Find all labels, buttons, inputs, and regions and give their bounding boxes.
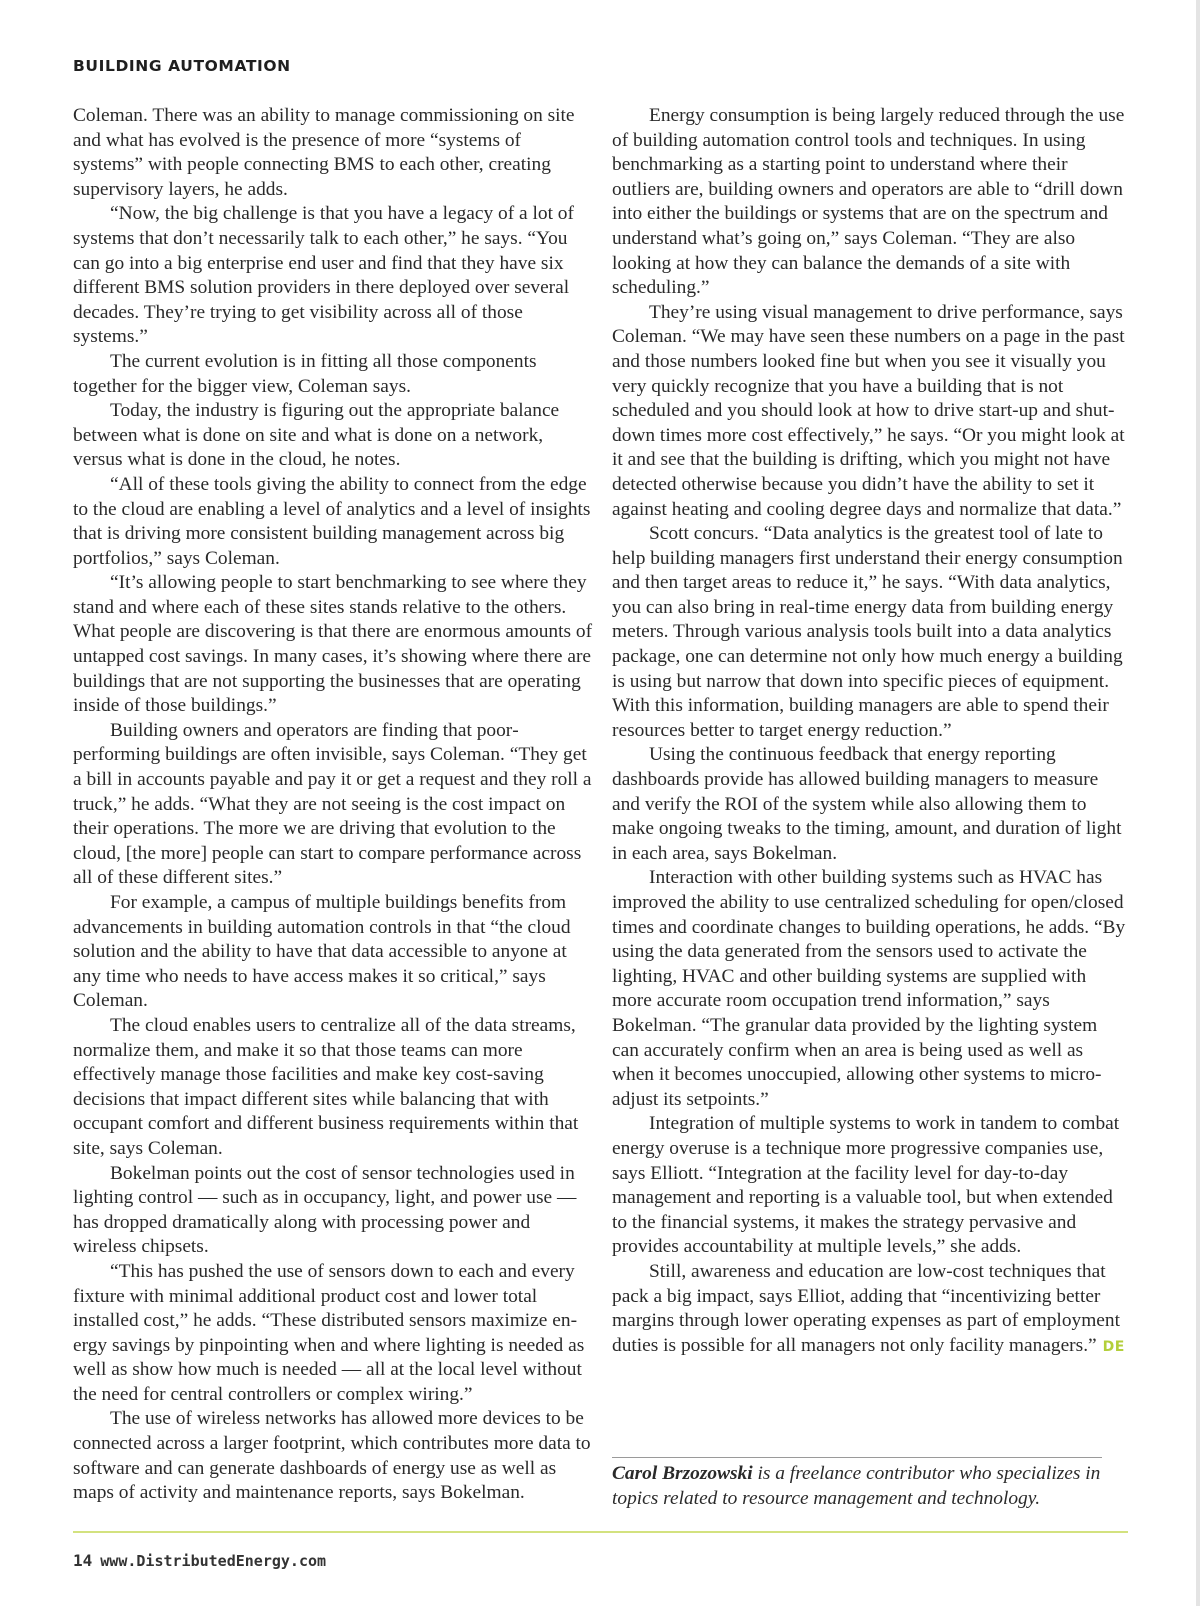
author-bio (612, 1462, 1112, 1511)
paragraph: Using the continuous feedback that energy reporting dashboards provide has allowed building managers to measure and verify the ROI of the system while also allowing them to make ongoing tweaks to the timing, amount, and duration of light in each area, says Bokelman. (612, 744, 1122, 864)
author-name: Carol Brzozowski (612, 1463, 753, 1484)
page-number: 14 (73, 1551, 93, 1570)
paragraph: Building owners and operators are finding that poorperforming buildings are often invisible, says Coleman. “They get a bill in accounts payable and pay it or get a request and they roll a truck,” he adds. “What they are not seeing is the cost impact on their operations. The more we are driving that evolution to the cloud, [the more] people can start to compare performance across all of these different sites.” (73, 719, 592, 889)
page-edge (1196, 0, 1200, 1606)
website-url: www.DistributedEnergy.com (100, 1552, 327, 1570)
paragraph: “This has pushed the use of sensors down to each and every fixture with minimal additional product cost and lower total installed cost,” he adds. “These distributed sensors maximize energy savings by pinpointing when and where lighting is needed as well as show how much is needed — all at the local level without the need for central controllers or complex wiring.” (73, 1260, 585, 1405)
paragraph: “All of these tools giving the ability to connect from the edge to the cloud are enabling a level of analytics and a level of insights that is driving more consistent building management across big portfolios,” says Coleman. (73, 473, 591, 569)
author-bio-text: is a freelance contributor who specializes in topics related to resource management and technology. (612, 1463, 1101, 1509)
end-mark: DE (1102, 1338, 1125, 1355)
right-column (612, 104, 1128, 1359)
paragraph: “It’s allowing people to start benchmarking to see where they stand and where each of these sites stands relative to the others. What people are discovering is that there are enormous amounts of untapped cost savings. In many cases, it’s showing where there are buildings that are not supporting the businesses that are operating inside of those buildings.” (73, 572, 593, 717)
paragraph: “Now, the big challenge is that you have a legacy of a lot of systems that don’t necessarily talk to each other,” he says. “You can go into a big enterprise end user and find that they have six different BMS solution providers in there deployed over several decades. They’re trying to get visibility across all of those systems.” (73, 203, 574, 348)
paragraph: Bokelman points out the cost of sensor technologies used in lighting control — such as in occupancy, light, and power use — has dropped dramatically along with processing power and wireless chipsets. (73, 1162, 577, 1258)
paragraph: Integration of multiple systems to work in tandem to combat energy overuse is a technique more progressive companies use, says Elliott. “Integration at the facility level for day-to-day management and reporting is a valuable tool, but when extended to the financial systems, it makes the strategy pervasive and provides accountability at multiple levels,” she adds. (612, 1113, 1120, 1258)
paragraph: The use of wireless networks has allowed more devices to be connected across a larger footprint, which contributes more data to software and can generate dashboards of energy use as well as maps of activity and maintenance reports, says Bokelman. (73, 1408, 591, 1504)
footer-divider (73, 1531, 1128, 1533)
paragraph: The cloud enables users to centralize all of the data streams, normalize them, and make it so that those teams can more effectively manage those facilities and make key cost-saving decisions that impact different sites while balancing that with occupant comfort and different business requirements within that site, says Coleman. (73, 1014, 579, 1159)
paragraph: They’re using visual management to drive performance, says Coleman. “We may have seen these numbers on a page in the past and those numbers looked fine but when you see it visually you very quickly recognize that you have a building that is not scheduled and you should look at how to drive start-up and shut-down times more cost effectively,” he says. “Or you might look at it and see that the building is drifting, which you might not have detected otherwise because you didn’t have the ability to set it against heating and cooling degree days and normalize that data.” (612, 301, 1125, 520)
left-column (73, 104, 595, 1506)
paragraph: Energy consumption is being largely reduced through the use of building automation control tools and techniques. In using benchmarking as a starting point to understand where their outliers are, building owners and operators are able to “drill down into either the buildings or systems that are on the spectrum and understand what’s going on,” says Coleman. “They are also looking at how they can balance the demands of a site with scheduling.” (612, 105, 1125, 299)
paragraph: Coleman. There was an ability to manage commissioning on site and what has evolved is the presence of more “systems of systems” with people connecting BMS to each other, creating supervisory layers, he adds. (73, 105, 575, 200)
paragraph: For example, a campus of multiple buildings benefits from advancements in building automation controls in that “the cloud solution and the ability to have that data accessible to anyone at any time who needs to have access makes it so critical,” says Coleman. (73, 892, 571, 1012)
section-header: BUILDING AUTOMATION (73, 57, 291, 75)
paragraph: Interaction with other building systems such as HVAC has improved the ability to use centralized scheduling for open/closed times and coordinate changes to building operations, he adds. “By using the data generated from the sensors used to activate the lighting, HVAC and other building systems are supplied with more accurate room occupation trend information,” says Bokelman. “The granular data provided by the lighting system can accurately confirm when an area is being used as well as when it becomes unoccupied, allowing other systems to micro-adjust its setpoints.” (612, 867, 1126, 1110)
paragraph: Today, the industry is figuring out the appropriate balance between what is done on site and what is done on a network, versus what is done in the cloud, he notes. (73, 400, 560, 471)
closing-paragraph-text: Still, awareness and education are low-cost techniques that pack a big impact, says Elliot, adding that “incentivizing better margins through lower operating expenses as part of employment duties is possible for all managers not only facility managers.” (612, 1260, 1120, 1356)
paragraph: The current evolution is in fitting all those components together for the bigger view, Coleman says. (73, 350, 537, 397)
closing-paragraph (612, 1260, 1128, 1359)
bio-divider (612, 1457, 1102, 1458)
page-footer (73, 1551, 326, 1570)
paragraph: Scott concurs. “Data analytics is the greatest tool of late to help building managers first understand their energy consumption and then target areas to reduce it,” he says. “With data analytics, you can also bring in real-time energy data from building energy meters. Through various analysis tools built into a data analytics package, one can determine not only how much energy a building is using but narrow that down into specific pieces of equipment. With this information, building managers are able to spend their resources better to target energy reduction.” (612, 523, 1123, 741)
